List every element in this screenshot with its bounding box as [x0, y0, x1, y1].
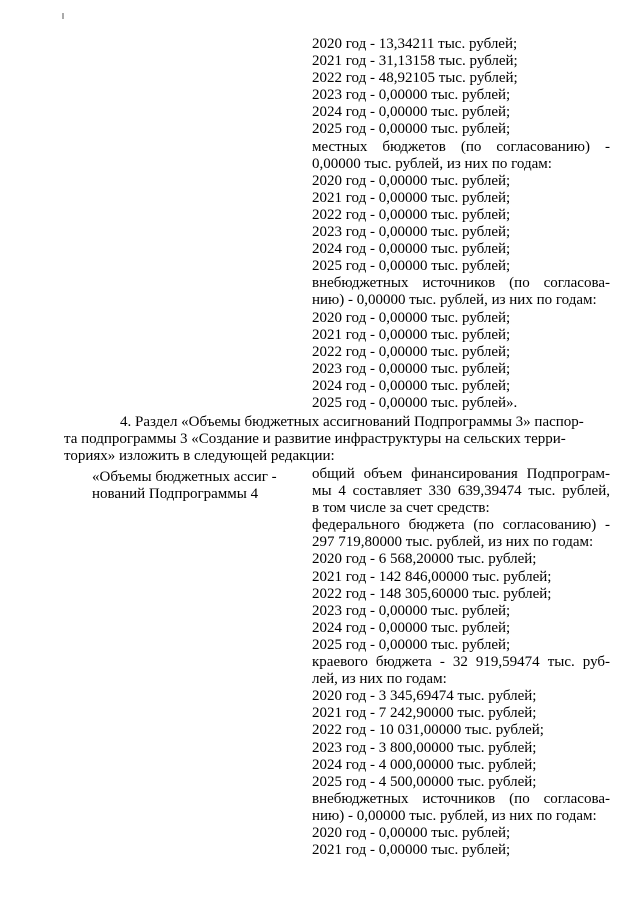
text-line: внебюджетных источников (по согласова-: [312, 275, 610, 292]
text-line: общий объем финансирования Подпрограм-: [312, 466, 610, 482]
text-line: 2024 год - 0,00000 тыс. рублей;: [312, 241, 511, 258]
text-line: 2020 год - 0,00000 тыс. рублей;: [312, 172, 511, 189]
text-line: 297 719,80000 тыс. рублей, из них по годам:: [312, 534, 594, 551]
paragraph-line: та подпрограммы 3 «Создание и развитие инфраструктуры на сельских терри-: [64, 431, 566, 448]
text-line: 2022 год - 48,92105 тыс. рублей;: [312, 70, 518, 87]
text-line: 0,00000 тыс. рублей, из них по годам:: [312, 155, 552, 172]
text-line: 2020 год - 6 568,20000 тыс. рублей;: [312, 551, 537, 568]
text-line: 2020 год - 0,00000 тыс. рублей;: [312, 824, 511, 841]
text-line: 2021 год - 0,00000 тыс. рублей;: [312, 326, 511, 343]
label-line: «Объемы бюджетных ассиг -: [92, 469, 277, 485]
section-label: [92, 469, 302, 503]
text-line: 2025 год - 4 500,00000 тыс. рублей;: [312, 773, 537, 790]
text-line: 2022 год - 148 305,60000 тыс. рублей;: [312, 585, 552, 602]
scan-mark: [62, 13, 64, 19]
text-line: 2020 год - 0,00000 тыс. рублей;: [312, 309, 511, 326]
text-line: 2023 год - 0,00000 тыс. рублей;: [312, 87, 511, 104]
text-line: 2020 год - 3 345,69474 тыс. рублей;: [312, 688, 537, 705]
amendment-paragraph-4: [64, 414, 612, 465]
text-line: лей, из них по годам:: [312, 671, 447, 688]
text-line: 2022 год - 0,00000 тыс. рублей;: [312, 343, 511, 360]
text-line: внебюджетных источников (по согласова-: [312, 790, 610, 807]
text-line: 2024 год - 0,00000 тыс. рублей;: [312, 377, 511, 394]
text-line: нию) - 0,00000 тыс. рублей, из них по годам:: [312, 807, 597, 824]
text-line: 2024 год - 0,00000 тыс. рублей;: [312, 619, 511, 636]
text-line: 2020 год - 13,34211 тыс. рублей;: [312, 36, 518, 52]
text-line: 2021 год - 7 242,90000 тыс. рублей;: [312, 705, 537, 722]
text-line: местных бюджетов (по согласованию) -: [312, 138, 610, 155]
text-line: нию) - 0,00000 тыс. рублей, из них по годам:: [312, 292, 597, 309]
text-line: краевого бюджета - 32 919,59474 тыс. руб-: [312, 654, 610, 671]
text-line: 2022 год - 10 031,00000 тыс. рублей;: [312, 722, 544, 739]
label-line: нований Подпрограммы 4: [92, 486, 259, 503]
funding-block-1: [312, 36, 610, 412]
text-line: 2024 год - 4 000,00000 тыс. рублей;: [312, 756, 537, 773]
text-line: 2023 год - 0,00000 тыс. рублей;: [312, 224, 511, 241]
text-line: мы 4 составляет 330 639,39474 тыс. рублей,: [312, 483, 610, 500]
text-line: 2021 год - 31,13158 тыс. рублей;: [312, 53, 518, 70]
text-line: 2025 год - 0,00000 тыс. рублей;: [312, 636, 511, 653]
funding-block-2: [312, 466, 610, 859]
text-line: 2025 год - 0,00000 тыс. рублей;: [312, 121, 511, 138]
text-line: 2023 год - 3 800,00000 тыс. рублей;: [312, 739, 537, 756]
text-line: 2025 год - 0,00000 тыс. рублей;: [312, 258, 511, 275]
text-line: 2023 год - 0,00000 тыс. рублей;: [312, 360, 511, 377]
text-line: 2021 год - 0,00000 тыс. рублей;: [312, 189, 511, 206]
text-line: 2023 год - 0,00000 тыс. рублей;: [312, 602, 511, 619]
paragraph-line: ториях» изложить в следующей редакции:: [64, 448, 335, 465]
text-line: федерального бюджета (по согласованию) -: [312, 517, 610, 534]
text-line: 2025 год - 0,00000 тыс. рублей».: [312, 394, 518, 411]
text-line: 2022 год - 0,00000 тыс. рублей;: [312, 206, 511, 223]
text-line: 2024 год - 0,00000 тыс. рублей;: [312, 104, 511, 121]
text-line: в том числе за счет средств:: [312, 500, 490, 517]
paragraph-line: 4. Раздел «Объемы бюджетных ассигнований Подпрограммы 3» паспор-: [120, 414, 584, 430]
text-line: 2021 год - 142 846,00000 тыс. рублей;: [312, 568, 552, 585]
text-line: 2021 год - 0,00000 тыс. рублей;: [312, 842, 511, 859]
